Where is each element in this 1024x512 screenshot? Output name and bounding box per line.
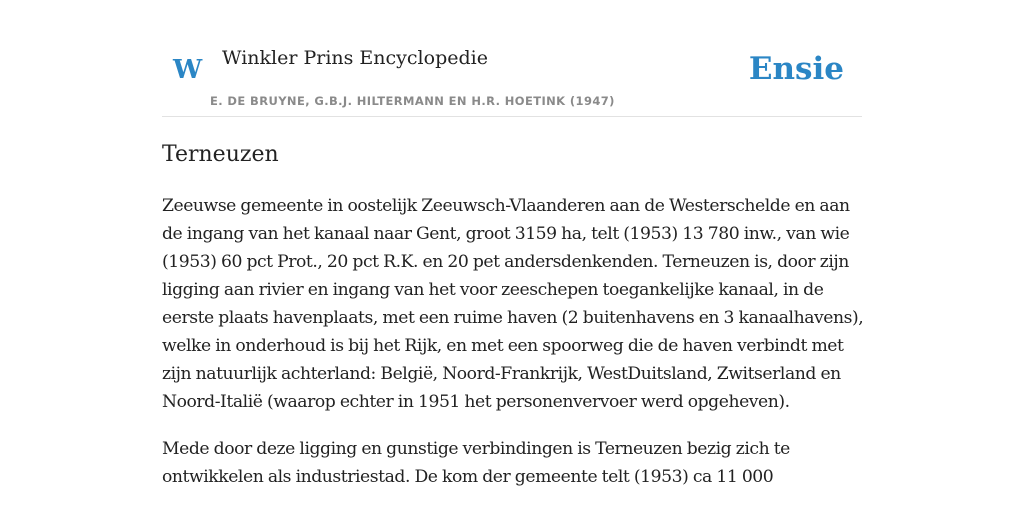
article-paragraph-2: Mede door deze ligging en gunstige verbindingen is Terneuzen bezig zich te ontwikkelen als industriestad. De kom der gemeente telt (1953) ca 11 000 bbox=[162, 439, 790, 487]
brand-logo-link[interactable]: Ensie bbox=[748, 51, 844, 87]
article-title: Terneuzen bbox=[162, 142, 279, 167]
authors-line: E. DE BRUYNE, G.B.J. HILTERMANN EN H.R. HOETINK (1947) bbox=[210, 94, 615, 108]
article-paragraph-1: Zeeuwse gemeente in oostelijk Zeeuwsch-Vlaanderen aan de Westerschelde en aan de ingang van het kanaal naar Gent, groot 3159 ha, telt (1953) 13 780 inw., van wie (1953) 60 pct Prot., 20 pct R.K. en 20 pet andersdenkenden. Terneuzen is, door zijn ligging aan rivier en ingang van het voor zeeschepen toegankelijke kanaal, in de eerste plaats havenplaats, met een ruime haven (2 buitenhavens en 3 kanaalhavens), welke in onderhoud is bij het Rijk, en met een spoorweg die de haven verbindt met zijn natuurlijk achterland: België, Noord-Frankrijk, WestDuitsland, Zwitserland en Noord-Italië (waarop echter in 1951 het personenvervoer werd opgeheven). bbox=[162, 196, 864, 412]
article-body bbox=[162, 192, 867, 510]
site-logo[interactable]: W bbox=[173, 55, 203, 85]
site-title[interactable]: Winkler Prins Encyclopedie bbox=[222, 47, 488, 69]
site-header bbox=[162, 0, 862, 117]
